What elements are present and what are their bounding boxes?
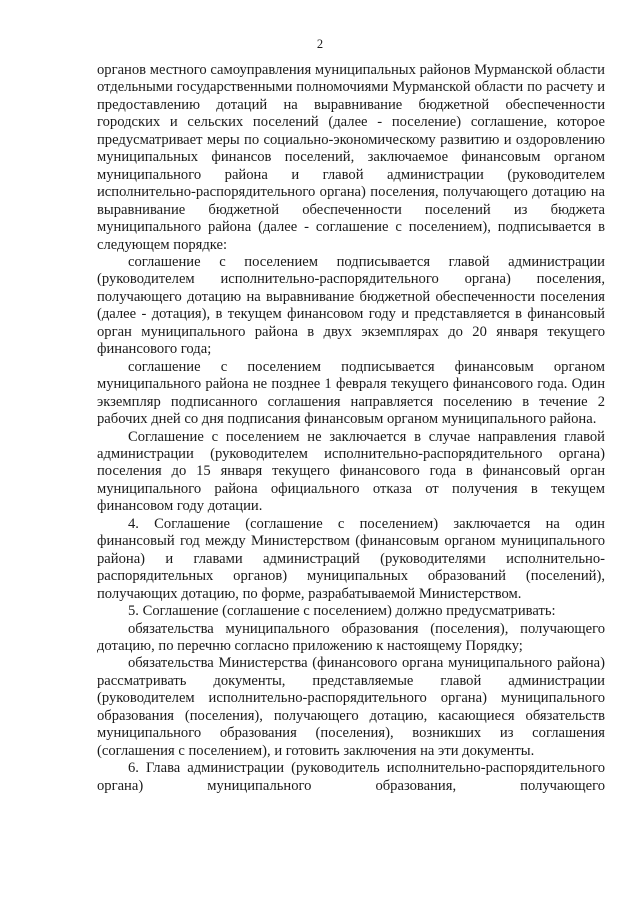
paragraph-signing-by-head: соглашение с поселением подписывается главой администрации (руководителем исполнительно-распорядительного органа) поселения, получающего дотацию на выравнивание бюджетной обеспеченности поселения (далее - дотация), в текущем финансовом году и представляется в финансовый орган муниципального района в двух экземплярах до 20 января текущего финансового года;	[97, 253, 605, 358]
paragraph-signing-by-finance-body: соглашение с поселением подписывается финансовым органом муниципального района не позднее 1 февраля текущего финансового года. Один экземпляр подписанного соглашения направляется поселению в течение 2 рабочих дней со дня подписания финансовым органом муниципального района.	[97, 358, 605, 428]
paragraph-intro: органов местного самоуправления муниципальных районов Мурманской области отдельными государственными полномочиями Мурманской области по расчету и предоставлению дотаций на выравнивание бюджетной обеспеченности городских и сельских поселений (далее - поселение) соглашение, которое предусматривает меры по социально-экономическому развитию и оздоровлению муниципальных финансов поселений, заключаемое финансовым органом муниципального района и главой администрации (руководителем исполнительно-распорядительного органа) поселения, получающего дотацию на выравнивание бюджетной обеспеченности поселений из бюджета муниципального района (далее - соглашение с поселением), подписывается в следующем порядке:	[97, 62, 605, 253]
paragraph-item-5: 5. Соглашение (соглашение с поселением) должно предусматривать:	[128, 603, 556, 620]
paragraph-item-6: 6. Глава администрации (руководитель исполнительно-распорядительного органа) муниципального образования, получающего	[97, 760, 605, 794]
paragraph-item-4: 4. Соглашение (соглашение с поселением) заключается на один финансовый год между Министерством (финансовым органом муниципального района) и главами администраций (руководителями исполнительно-распорядительных органов) муниципальных образований (поселений), получающих дотацию, по форме, разрабатываемой Министерством.	[97, 515, 605, 602]
page-number: 2	[316, 37, 324, 51]
document-body	[97, 62, 605, 795]
paragraph-refusal: Соглашение с поселением не заключается в случае направления главой администрации (руководителем исполнительно-распорядительного органа) поселения до 15 января текущего финансового года в финансовый орган муниципального района официального отказа от получения в текущем финансовом году дотации.	[97, 428, 605, 515]
paragraph-obligations-ministry: обязательства Министерства (финансового органа муниципального района) рассматривать документы, представляемые главой администрации (руководителем исполнительно-распорядительного органа) муниципального образования (поселения), получающего дотацию, касающиеся обязательств муниципального образования (поселения), возникших из соглашения (соглашения с поселением), и готовить заключения на эти документы.	[97, 655, 605, 759]
paragraph-obligations-municipality: обязательства муниципального образования (поселения), получающего дотацию, по перечню согласно приложению к настоящему Порядку;	[97, 620, 605, 654]
